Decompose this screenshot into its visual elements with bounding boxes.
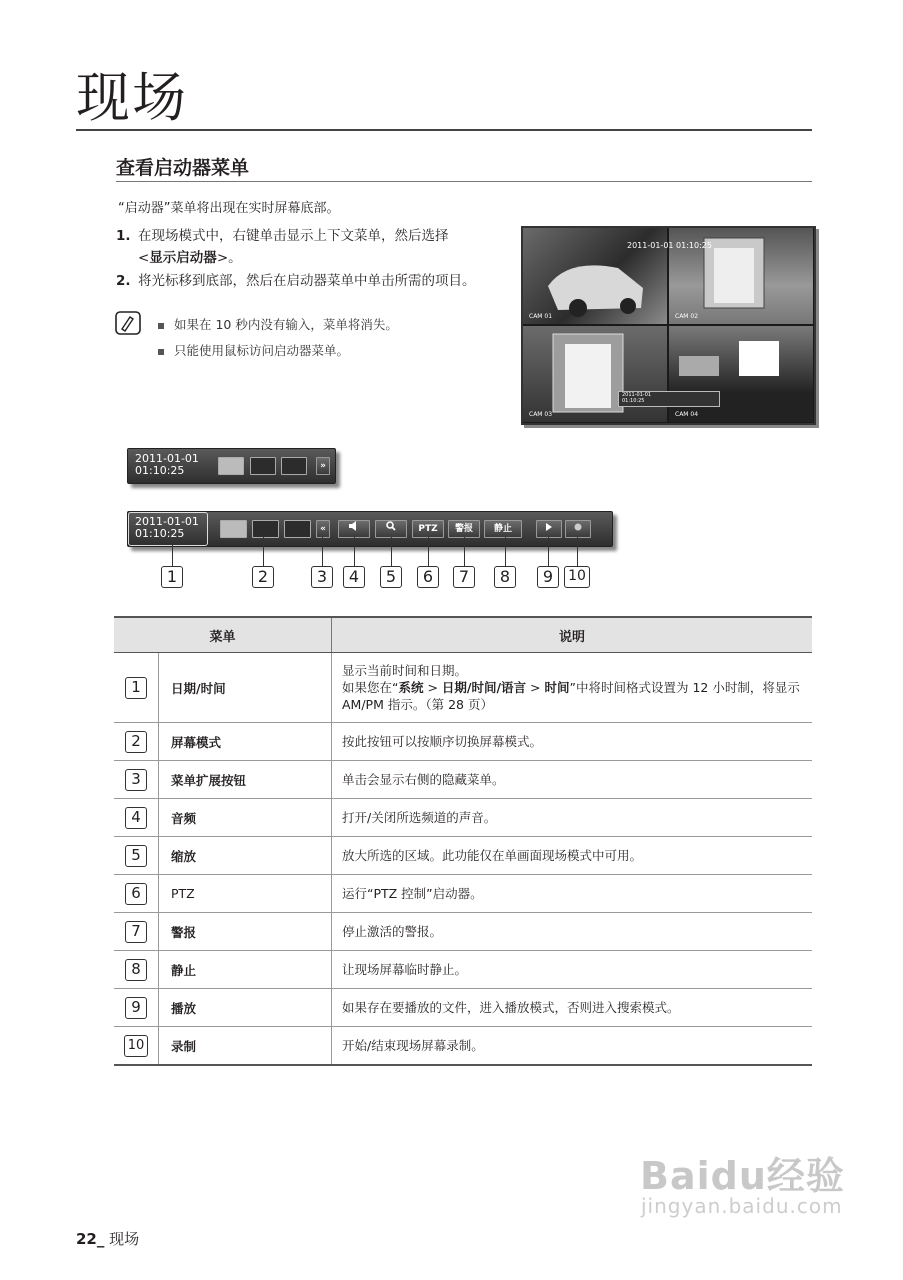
cam-tile — [523, 326, 667, 422]
audio-button[interactable] — [338, 520, 370, 538]
row-number-badge: 4 — [125, 807, 147, 829]
callout-number: 10 — [564, 566, 590, 588]
leader-line — [391, 537, 392, 566]
leader-line — [428, 537, 429, 566]
menu-name: 日期/时间 — [159, 653, 332, 723]
menu-term: 系统 — [398, 680, 424, 695]
zoom-button[interactable] — [375, 520, 407, 538]
menu-description: 放大所选的区域。此功能仅在单画面现场模式中可用。 — [332, 837, 813, 875]
leader-line — [464, 537, 465, 566]
menu-name: 录制 — [159, 1027, 332, 1066]
callout-number: 1 — [161, 566, 183, 588]
menu-name: 静止 — [159, 951, 332, 989]
menu-description — [332, 653, 813, 723]
table-row — [114, 799, 812, 837]
row-number-cell — [114, 913, 159, 951]
launcher-time: 01:10:25 — [135, 527, 185, 540]
launcher-expanded — [127, 511, 613, 547]
cam-label: CAM 01 — [529, 313, 553, 320]
table-row — [114, 989, 812, 1027]
note-text: 只能使用鼠标访问启动器菜单。 — [174, 343, 350, 358]
cam-label: CAM 03 — [529, 411, 553, 418]
step-text: 在现场模式中，右键单击显示上下文菜单，然后选择 — [138, 228, 449, 244]
screen-mode-dropdown-button[interactable] — [281, 457, 307, 475]
menu-description: 如果存在要播放的文件，进入播放模式，否则进入搜索模式。 — [332, 989, 813, 1027]
table-row — [114, 761, 812, 799]
callout-number: 2 — [252, 566, 274, 588]
mini-date: 2011-01-01 — [622, 392, 652, 398]
leader-line — [548, 537, 549, 566]
desc-text: ”中将时间格式设置为 12 小时制，将显示 — [569, 680, 800, 695]
table-row — [114, 653, 812, 723]
table-row — [114, 913, 812, 951]
row-number-cell — [114, 989, 159, 1027]
freeze-button[interactable]: 静止 — [484, 520, 522, 538]
page-footer — [76, 1228, 139, 1249]
launcher-menu-table — [114, 616, 812, 1066]
menu-name: 音频 — [159, 799, 332, 837]
watermark-url: jingyan.baidu.com — [641, 1194, 843, 1218]
row-number-badge: 7 — [125, 921, 147, 943]
menu-description: 按此按钮可以按顺序切换屏幕模式。 — [332, 723, 813, 761]
step-1 — [116, 225, 528, 269]
row-number-cell — [114, 799, 159, 837]
cam-label: CAM 04 — [675, 411, 699, 418]
table-row — [114, 1027, 812, 1066]
menu-description: 打开/关闭所选频道的声音。 — [332, 799, 813, 837]
menu-description: 运行“PTZ 控制”启动器。 — [332, 875, 813, 913]
row-number-badge: 5 — [125, 845, 147, 867]
leader-line — [577, 537, 578, 566]
row-number-badge: 9 — [125, 997, 147, 1019]
launcher-time: 01:10:25 — [135, 464, 185, 477]
step-text-line2 — [138, 247, 528, 269]
menu-description: 单击会显示右侧的隐藏菜单。 — [332, 761, 813, 799]
table-row — [114, 837, 812, 875]
callout-number: 9 — [537, 566, 559, 588]
desc-line — [342, 679, 812, 696]
menu-term: 日期/时间/语言 — [441, 680, 527, 695]
page-number: 22_ — [76, 1230, 105, 1248]
menu-expand-button[interactable]: » — [316, 457, 330, 475]
play-icon — [545, 523, 553, 531]
mini-launcher-date — [622, 392, 651, 404]
screen-mode-quad-button[interactable] — [220, 520, 247, 538]
note-item — [158, 341, 349, 359]
chapter-title: 现场 — [76, 66, 188, 129]
row-number-cell — [114, 653, 159, 723]
menu-name: 播放 — [159, 989, 332, 1027]
screen-mode-quad-button[interactable] — [218, 457, 244, 475]
callout-number: 7 — [453, 566, 475, 588]
entrance-image — [523, 326, 667, 422]
leader-line — [354, 537, 355, 566]
record-icon — [574, 523, 582, 531]
row-number-badge: 6 — [125, 883, 147, 905]
table-row — [114, 951, 812, 989]
play-button[interactable] — [536, 520, 562, 538]
step-number: 2. — [116, 273, 131, 289]
note-item — [158, 315, 398, 333]
menu-name: 缩放 — [159, 837, 332, 875]
screen-mode-pip-button[interactable] — [252, 520, 279, 538]
launcher-collapsed — [127, 448, 336, 484]
row-number-cell — [114, 951, 159, 989]
row-number-cell — [114, 723, 159, 761]
desc-text: > — [526, 680, 545, 695]
intro-text: “启动器”菜单将出现在实时屏幕底部。 — [118, 201, 340, 216]
angle-close: >。 — [216, 250, 242, 266]
menu-description: 开始/结束现场屏幕录制。 — [332, 1027, 813, 1066]
screen-mode-pip-button[interactable] — [250, 457, 276, 475]
desc-text: > — [423, 680, 442, 695]
row-number-cell — [114, 837, 159, 875]
cam-tile — [669, 326, 813, 422]
garage-image — [669, 326, 813, 422]
mini-launcher — [618, 391, 720, 407]
table-row — [114, 723, 812, 761]
row-number-badge: 2 — [125, 731, 147, 753]
datetime-display — [135, 453, 199, 477]
launcher-date: 2011-01-01 — [135, 452, 199, 465]
bullet-icon — [158, 323, 164, 329]
table-row — [114, 875, 812, 913]
bullet-icon — [158, 349, 164, 355]
note-text: 如果在 10 秒内没有输入，菜单将消失。 — [174, 317, 398, 332]
menu-name: 屏幕模式 — [159, 723, 332, 761]
menu-name: 菜单扩展按钮 — [159, 761, 332, 799]
row-number-cell — [114, 1027, 159, 1066]
menu-name: PTZ — [159, 875, 332, 913]
leader-line — [505, 537, 506, 566]
row-number-badge: 3 — [125, 769, 147, 791]
chapter-rule — [76, 129, 812, 131]
section-title: 查看启动器菜单 — [116, 157, 250, 179]
cam-timestamp: 2011-01-01 01:10:25 — [627, 241, 712, 250]
menu-name: 警报 — [159, 913, 332, 951]
row-number-badge: 10 — [124, 1035, 148, 1057]
screen-mode-dropdown-button[interactable] — [284, 520, 311, 538]
camera-view-screenshot — [521, 226, 816, 425]
callout-number: 3 — [311, 566, 333, 588]
leader-line — [172, 545, 173, 566]
description-column-header: 说明 — [332, 617, 813, 653]
section-rule — [116, 181, 812, 182]
footer-label: 现场 — [104, 1230, 140, 1248]
menu-description: 停止激活的警报。 — [332, 913, 813, 951]
alarm-button[interactable]: 警报 — [448, 520, 480, 538]
magnifier-icon — [386, 521, 396, 531]
launcher-date: 2011-01-01 — [135, 515, 199, 528]
row-number-badge: 8 — [125, 959, 147, 981]
menu-term: 显示启动器 — [149, 250, 217, 266]
cam-label: CAM 02 — [675, 313, 699, 320]
row-number-cell — [114, 875, 159, 913]
leader-line — [322, 537, 323, 566]
callout-number: 6 — [417, 566, 439, 588]
menu-term: 时间 — [544, 680, 570, 695]
baidu-watermark: Baidu经验 — [640, 1154, 845, 1198]
record-button[interactable] — [565, 520, 591, 538]
menu-collapse-button[interactable]: « — [316, 520, 330, 538]
row-number-badge: 1 — [125, 677, 147, 699]
datetime-display — [135, 516, 199, 540]
row-number-cell — [114, 761, 159, 799]
mini-time: 01:10:25 — [622, 398, 645, 404]
note-icon — [115, 311, 141, 335]
step-number: 1. — [116, 228, 131, 244]
callout-number: 4 — [343, 566, 365, 588]
desc-text: 如果您在“ — [342, 680, 399, 695]
ptz-button[interactable]: PTZ — [412, 520, 444, 538]
angle-open: < — [138, 250, 150, 266]
step-text: 将光标移到底部，然后在启动器菜单中单击所需的项目。 — [138, 273, 476, 289]
callout-number: 5 — [380, 566, 402, 588]
step-2 — [116, 270, 538, 292]
desc-line: 显示当前时间和日期。 — [342, 663, 468, 678]
speaker-icon — [348, 521, 360, 531]
callout-number: 8 — [494, 566, 516, 588]
menu-column-header: 菜单 — [114, 617, 332, 653]
leader-line — [263, 537, 264, 566]
menu-description: 让现场屏幕临时静止。 — [332, 951, 813, 989]
desc-line: AM/PM 指示。（第 28 页） — [342, 697, 493, 712]
